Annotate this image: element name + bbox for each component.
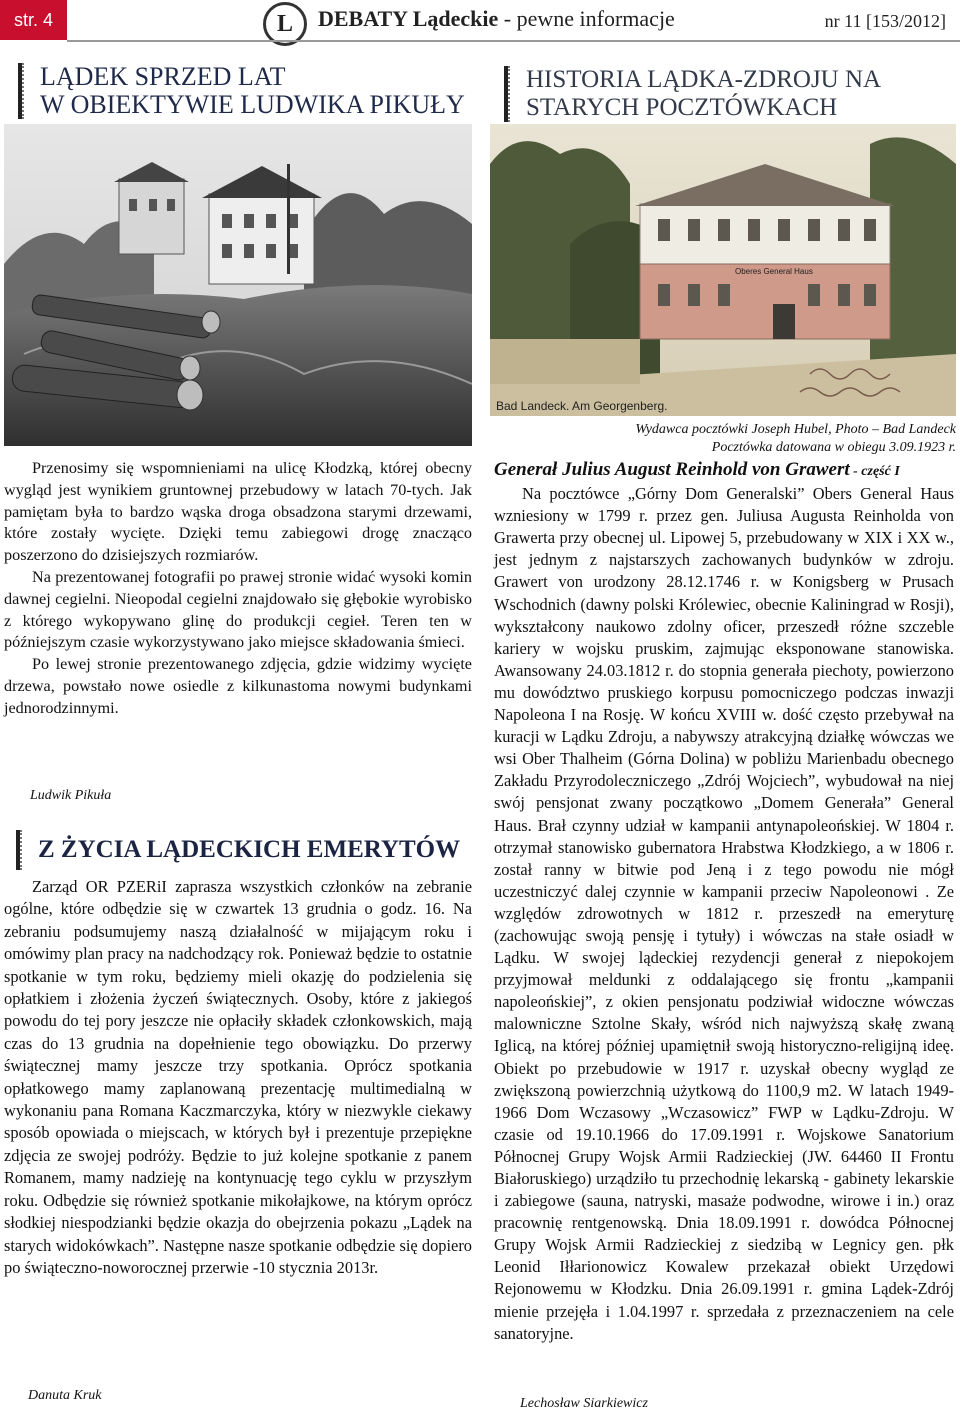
photo-klodzka-street-image bbox=[4, 124, 472, 446]
right-article-author: Lechosław Siarkiewicz bbox=[520, 1396, 648, 1411]
postcard-sign: Oberes General Haus bbox=[735, 267, 813, 276]
right-article-body bbox=[494, 459, 954, 1345]
caption-line1: Wydawca pocztówki Joseph Hubel, Photo – Bad Landeck bbox=[635, 422, 956, 437]
right-article-heading bbox=[526, 66, 956, 122]
left-article-author: Ludwik Pikuła bbox=[30, 788, 112, 803]
postcard-general-haus bbox=[490, 124, 956, 416]
header-rule bbox=[67, 40, 960, 42]
masthead bbox=[318, 6, 675, 32]
masthead-tagline: - pewne informacje bbox=[498, 6, 675, 31]
left-paragraph: Na prezentowanej fotografii po prawej stronie widać wysoki komin dawnej cegielni. Nieopodal cegielni znajdowało się głębokie wyrobisko z którego wykopywano glinę do produkcji cegieł. Teren ten w późniejszym czasie wykorzystywano jako miejsce składowania śmieci. bbox=[4, 567, 472, 652]
emeryci-article-body bbox=[4, 876, 472, 1279]
issue-number: nr 11 [153/2012] bbox=[824, 11, 946, 31]
emeryci-title: Z ŻYCIA LĄDECKICH EMERYTÓW bbox=[38, 836, 461, 863]
heading-bar-icon bbox=[504, 66, 510, 122]
postcard-caption bbox=[490, 421, 956, 457]
page-header bbox=[0, 0, 960, 42]
masthead-title: DEBATY Lądeckie bbox=[318, 6, 499, 31]
emeryci-heading bbox=[38, 836, 468, 864]
photo-klodzka-street bbox=[4, 124, 472, 446]
right-title-line2: STARYCH POCZTÓWKACH bbox=[526, 94, 838, 121]
postcard-general-haus-image bbox=[490, 124, 956, 416]
emeryci-paragraph: Zarząd OR PZERiI zaprasza wszystkich członków na zebranie ogólne, które odbędzie się w czwartek 13 grudnia o godz. 16. Na zebraniu podsumujemy naszą działalność w mijającym roku i omówimy plan pracy na nadchodzący rok. Ponieważ będzie to ostatnie spotkanie w tym roku, będziemy mieli okazję do podzielenia się opłatkiem i złożenia życzeń świątecznych. Osoby, które z jakiegoś powodu do tej pory jeszcze nie opłaciły składek członkowskich, mają czas do 13 grudnia na dopełnienie tego obowiązku. Do przerwy świątecznej mamy jeszcze trzy spotkania. Oprócz spotkania opłatkowego mamy zaplanowaną prezentację multimedialną w wykonaniu pana Romana Kaczmarczyka, który w niezwykle ciekawy sposób opowiada o miejscach, w których był i prezentuje przepiękne zdjęcia ze swojej podróży. Będzie to już kolejne spotkanie z panem Romanem, mamy nadzieję na kontynuację tego cyklu w przyszłym roku. Odbędzie się również spotkanie mikołajkowe, na którym oprócz słodkiej niespodzianki będzie okazja do obejrzenia pokazu „Lądek na starych widokówkach”. Następne nasze spotkanie odbędzie się dopiero po świąteczno-noworocznej przerwie -10 stycznia 2013r. bbox=[4, 877, 472, 1277]
left-article-body bbox=[4, 458, 472, 720]
left-paragraph: Przenosimy się wspomnieniami na ulicę Kłodzką, której obecny wygląd jest wynikiem gruntownej przebudowy w latach 70-tych. Jak pamiętam była to bardzo wąska droga obsadzona starymi drzewami, które zostały wycięte. Dzięki temu zabiegowi drogę znacząco poszerzono do dzisiejszych rozmiarów. bbox=[4, 459, 472, 565]
right-title-line1: HISTORIA LĄDKA-ZDROJU NA bbox=[526, 66, 882, 93]
right-subtitle-name: Generał Julius August Reinhold von Grawert bbox=[494, 459, 850, 480]
heading-bar-icon bbox=[16, 830, 22, 870]
right-paragraph: Na pocztówce „Górny Dom Generalski” Obers General Haus wzniesiony w 1799 r. przez gen. Juliusa Augusta Reinholda von Grawerta przy obecnej ul. Lipowej 5, przebudowany w XIX i XX w., jest jednym z najstarszych zachowanych budynków w zdroju. Grawert von urodzony 28.12.1746 r. w Konigsberg w Prusach Wschodnich (dawny polski Królewiec, obecnie Kaliningrad w Rosji), wykształcony naukowo zdolny oficer, przeszedł różne szczeble kariery w wojsku pruskim, zajmując eksponowane stanowiska. Awansowany 24.03.1812 r. do stopnia generała piechoty, powierzono mu dowództwo pruskiego korpusu pomocniczego podczas inwazji Napoleona I na Rosję. W końcu XVIII w. dość często przebywał na kuracji w Lądku Zdroju, a nabywszy atrakcyjną działkę wówczas we wsi Ober Thalheim (Górna Dolina) w pobliżu Marienbadu obecnego Zakładu Przyrodoleczniczego „Zdrój Wojciech”, wybudował na niej swój pensjonat zwany początkowo „Domem Generała” General Haus. Brał czynny udział w kampanii antynapoleońskiej. W 1804 r. otrzymał stanowisko gubernatora Hrabstwa Kłodzkiego, a w 1806 r. został ranny w bitwie pod Jeną i z tego powodu nie mógł uczestniczyć dalej czynnie w kampanii przeciw Napoleonowi . Ze względów zdrowotnych w 1812 r. przeszedł na emeryturę (zachowując swoją pensję i tytuły) i wówczas na stałe osiadł w Lądku. W swojej lądeckiej rezydencji generał z niepokojem przyjmował meldunki z oddalającego się frontu „kampanii napoleońskiej”, z okien pensjonatu podziwiał widoczne wówczas malowniczne Sztolne Skały, wśród nich najwyższą skałę zwaną Iglicą, na której później upamiętnił swoją historyczno-religijną ideę. Obiekt po przebudowie w 1917 r. uzyskał obecny wygląd ze zwiększoną powierzchnią użytkową do 1100,9 m2. W latach 1949-1966 Dom Wczasowy „Wczasowicz” FWP w Lądku-Zdroju. W czasie od 19.10.1966 do 17.09.1991 r. Wojskowe Sanatorium Północnej Grupy Wojsk Armii Radzieckiej (JW. 64460 II Frontu Białoruskiego) urządziło tu przechodnię lekarską - gabinety lekarskie i zabiegowe (sauna, natryski, masaże podwodne, wirowe i in.) oraz pracownię rentgenowską. Dnia 18.09.1991 r. dowódca Północnej Grupy Wojsk Armii Radzieckiej z siedzibą w Legnicy gen. płk Leonid Iłłarionowicz Kowalew przekazał obiekt Urzędowi Rejonowemu w Kłodzku. Dnia 26.09.1991 r. gmina Lądek-Zdrój mienie przejęła i 1.04.1997 r. sprzedała z przeznaczeniem na cele sanatoryjne. bbox=[494, 484, 954, 1343]
right-subtitle bbox=[494, 459, 954, 483]
heading-bar-icon bbox=[18, 63, 24, 119]
left-article-heading bbox=[40, 63, 470, 119]
postcard-label: Bad Landeck. Am Georgenberg. bbox=[496, 399, 668, 413]
newspaper-logo-icon: L bbox=[263, 2, 307, 46]
left-title-line1: LĄDEK SPRZED LAT bbox=[40, 62, 286, 91]
right-subtitle-part: - część I bbox=[849, 464, 900, 479]
emeryci-article-author: Danuta Kruk bbox=[28, 1388, 102, 1403]
left-paragraph: Po lewej stronie prezentowanego zdjęcia, gdzie widzimy wycięte drzewa, powstało nowe osiedle z kilkunastoma nowymi budynkami jednorodzinnymi. bbox=[4, 655, 472, 717]
left-title-line2: W OBIEKTYWIE LUDWIKA PIKUŁY bbox=[40, 90, 465, 119]
caption-line2: Pocztówka datowana w obiegu 3.09.1923 r. bbox=[711, 440, 956, 455]
page-number-tag: str. 4 bbox=[0, 0, 67, 40]
